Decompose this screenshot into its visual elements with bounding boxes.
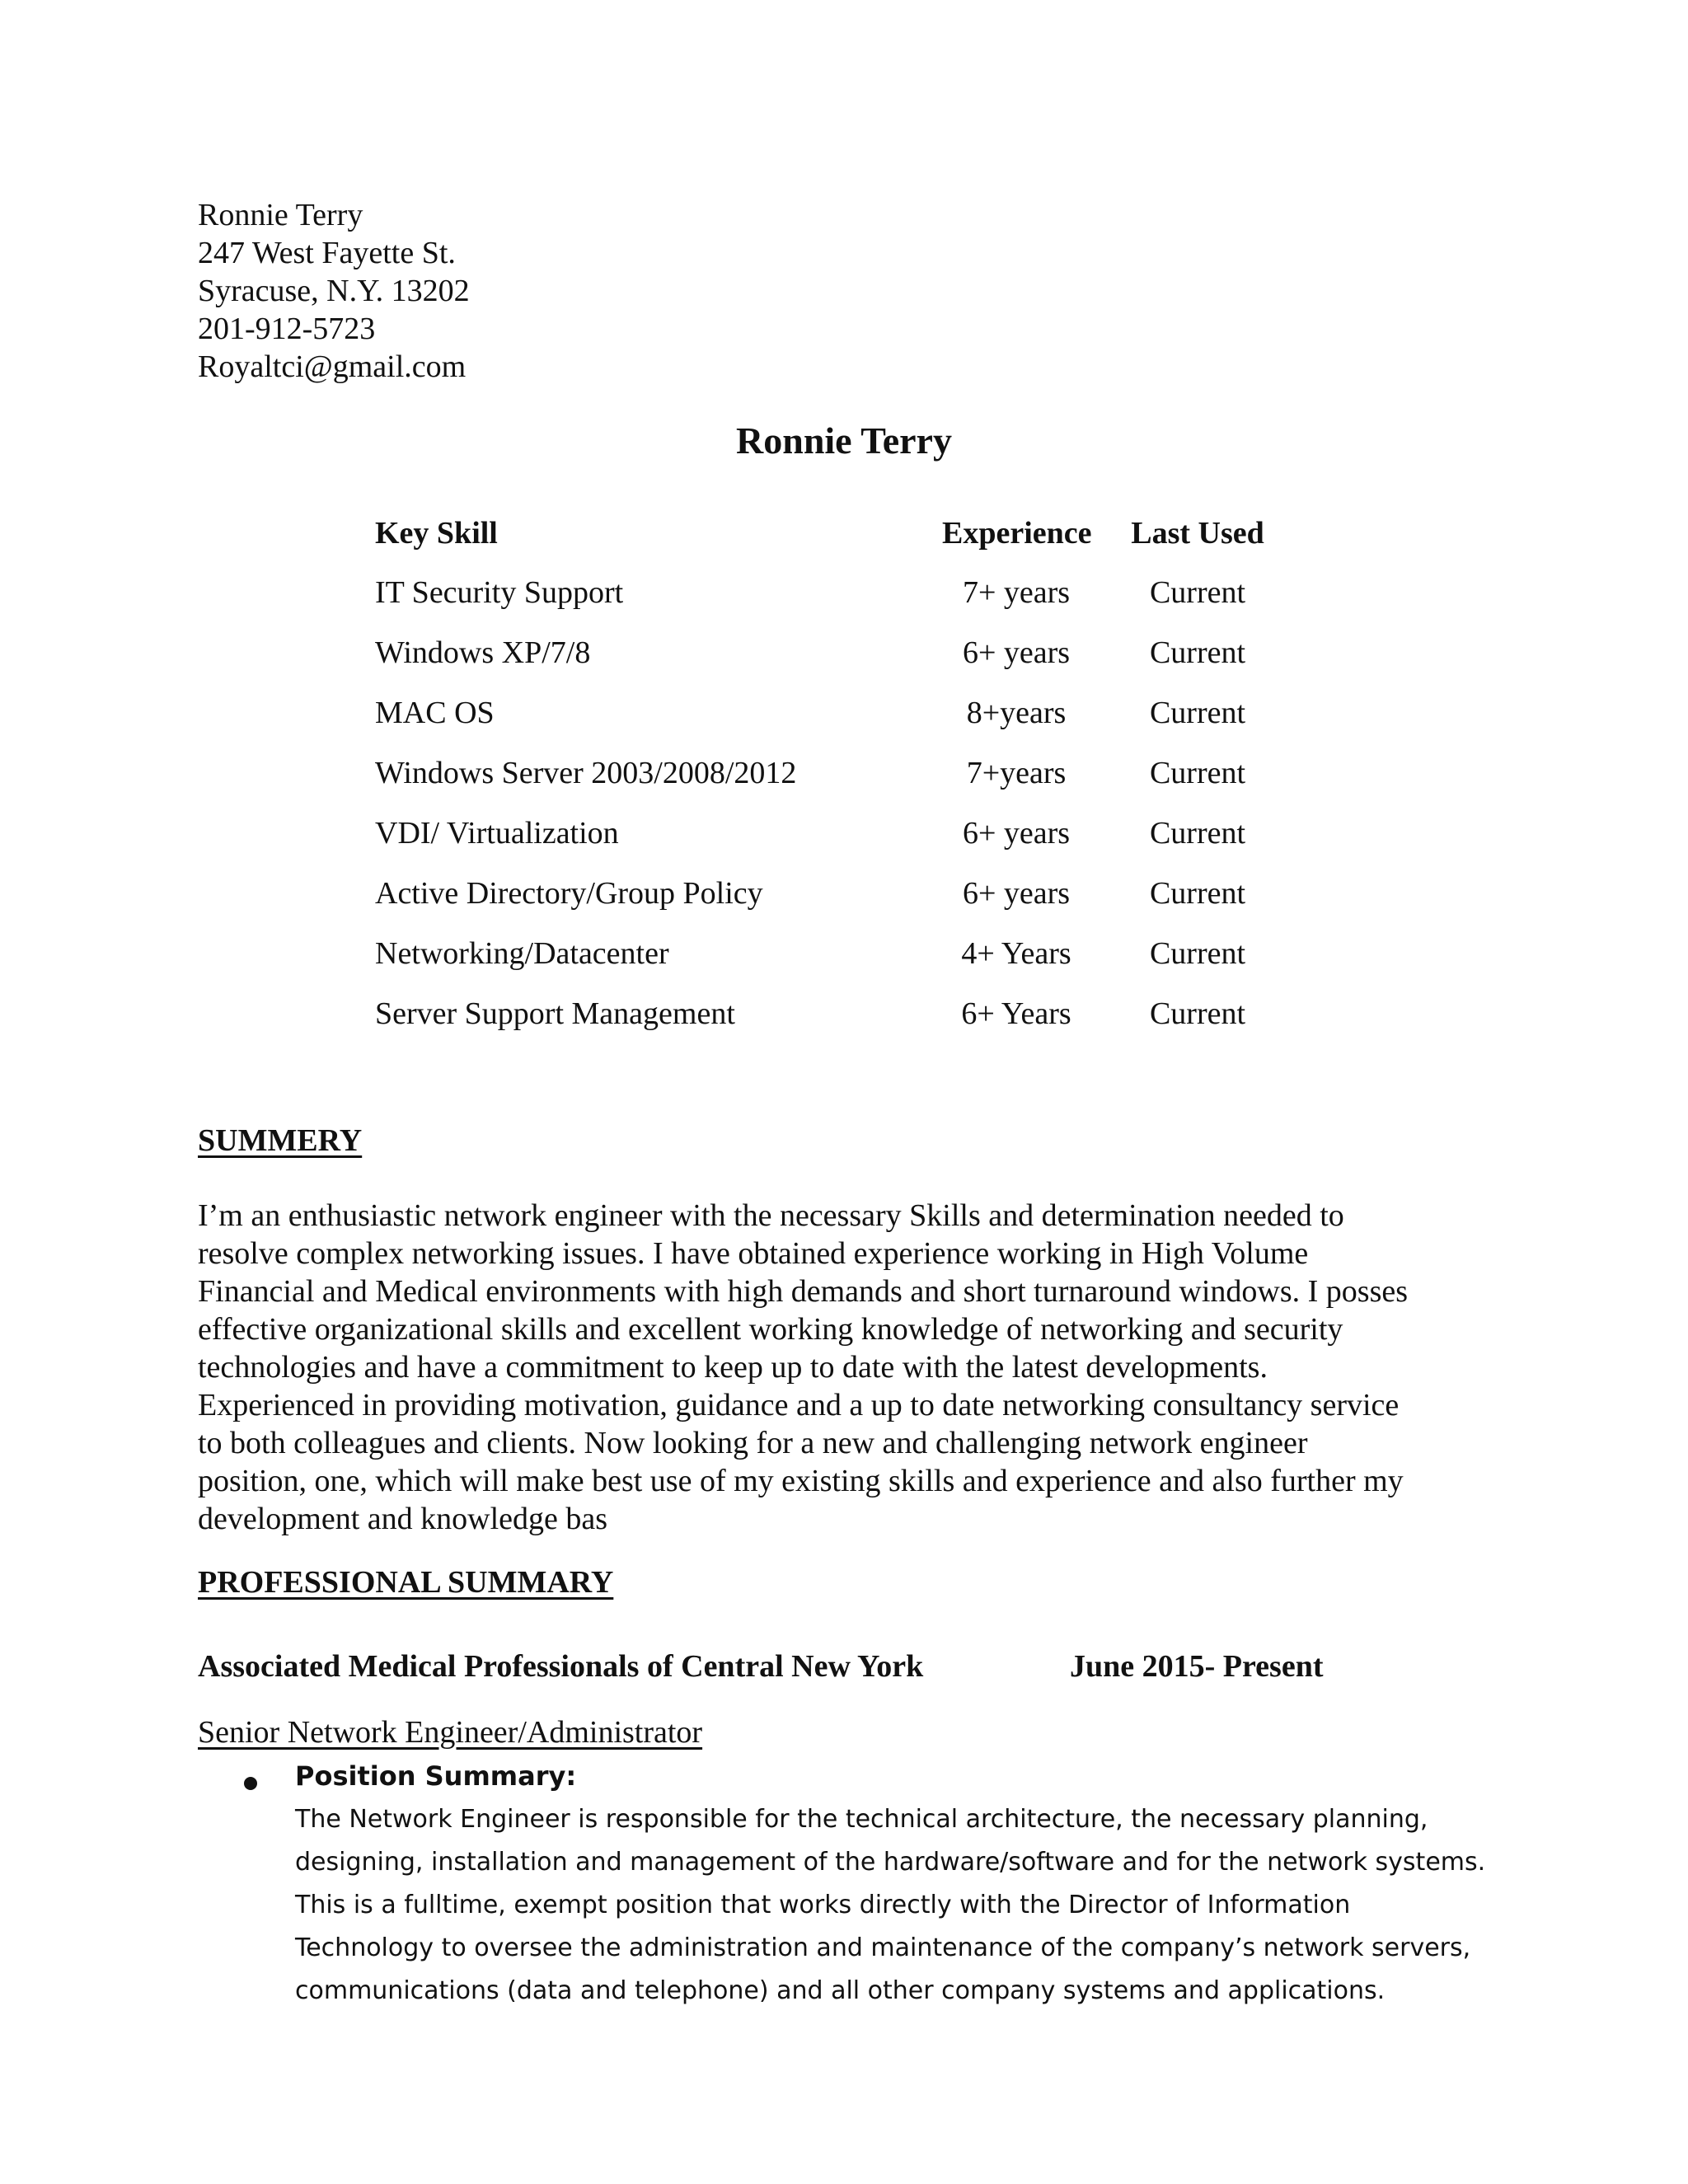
table-row <box>375 574 1339 635</box>
skill-name: Networking/Datacenter <box>375 936 669 971</box>
skill-last-used: Current <box>1149 575 1246 610</box>
position-summary-label: Position Summary: <box>295 1760 577 1792</box>
skill-experience: 4+ Years <box>961 936 1071 971</box>
resume-name: Ronnie Terry <box>736 419 952 462</box>
summary-line: I’m an enthusiastic network engineer with the necessary Skills and determination needed to <box>198 1198 1344 1233</box>
contact-email: Royaltci@gmail.com <box>198 349 467 384</box>
header-experience: Experience <box>942 516 1092 551</box>
header-last-used: Last Used <box>1131 516 1264 551</box>
skill-experience: 6+ years <box>962 876 1071 911</box>
skill-last-used: Current <box>1149 996 1246 1031</box>
summary-line: to both colleagues and clients. Now looking for a new and challenging network engineer <box>198 1426 1308 1460</box>
skills-table <box>375 515 1339 1056</box>
skill-name: Server Support Management <box>375 996 735 1031</box>
contact-name: Ronnie Terry <box>198 198 363 232</box>
summary-line: development and knowledge bas <box>198 1502 608 1536</box>
table-row <box>375 695 1339 755</box>
skill-experience: 7+years <box>966 756 1067 790</box>
skill-last-used: Current <box>1149 876 1246 911</box>
employer-name: Associated Medical Professionals of Central New York <box>198 1649 924 1684</box>
skills-table-header <box>375 515 1339 574</box>
contact-city: Syracuse, N.Y. 13202 <box>198 274 470 308</box>
table-row <box>375 755 1339 815</box>
skill-name: VDI/ Virtualization <box>375 816 619 851</box>
employment-dates: June 2015- Present <box>1070 1649 1324 1684</box>
bullet-icon <box>244 1777 257 1790</box>
summary-line: Experienced in providing motivation, guidance and a up to date networking consultancy service <box>198 1388 1400 1422</box>
skill-last-used: Current <box>1149 816 1246 851</box>
skill-name: MAC OS <box>375 696 495 730</box>
position-line: designing, installation and management of the hardware/software and for the network systems. <box>295 1848 1486 1877</box>
contact-phone: 201-912-5723 <box>198 312 376 346</box>
skill-name: Active Directory/Group Policy <box>375 876 763 911</box>
skill-name: Windows XP/7/8 <box>375 635 591 670</box>
summary-line: Financial and Medical environments with high demands and short turnaround windows. I posses <box>198 1274 1409 1309</box>
table-row <box>375 996 1339 1056</box>
skill-experience: 6+ years <box>962 635 1071 670</box>
table-row <box>375 635 1339 695</box>
position-line: This is a fulltime, exempt position that works directly with the Director of Information <box>295 1891 1351 1919</box>
skill-last-used: Current <box>1149 756 1246 790</box>
summary-line: effective organizational skills and excellent working knowledge of networking and security <box>198 1312 1343 1347</box>
table-row <box>375 875 1339 935</box>
summary-paragraph <box>198 1197 1467 1538</box>
skill-last-used: Current <box>1149 635 1246 670</box>
summary-line: position, one, which will make best use of my existing skills and experience and also further my <box>198 1464 1404 1498</box>
contact-street: 247 West Fayette St. <box>198 236 456 270</box>
skill-last-used: Current <box>1149 696 1246 730</box>
job-title: Senior Network Engineer/Administrator <box>198 1715 703 1750</box>
skill-last-used: Current <box>1149 936 1246 971</box>
skill-name: IT Security Support <box>375 575 624 610</box>
skill-experience: 6+ years <box>962 816 1071 851</box>
position-line: Technology to oversee the administration and maintenance of the company’s network servers, <box>295 1933 1471 1962</box>
table-row <box>375 815 1339 875</box>
skill-experience: 7+ years <box>962 575 1071 610</box>
position-line: The Network Engineer is responsible for the technical architecture, the necessary planning, <box>295 1805 1428 1834</box>
professional-summary-heading: PROFESSIONAL SUMMARY <box>198 1565 614 1600</box>
position-line: communications (data and telephone) and all other company systems and applications. <box>295 1976 1386 2005</box>
header-key-skill: Key Skill <box>375 516 498 551</box>
table-row <box>375 935 1339 996</box>
skill-name: Windows Server 2003/2008/2012 <box>375 756 797 790</box>
summary-line: technologies and have a commitment to keep up to date with the latest developments. <box>198 1350 1268 1385</box>
summary-heading: SUMMERY <box>198 1123 363 1158</box>
skill-experience: 6+ Years <box>961 996 1071 1031</box>
skill-experience: 8+years <box>966 696 1067 730</box>
position-summary-text <box>295 1798 1486 2013</box>
summary-line: resolve complex networking issues. I have obtained experience working in High Volume <box>198 1236 1309 1271</box>
